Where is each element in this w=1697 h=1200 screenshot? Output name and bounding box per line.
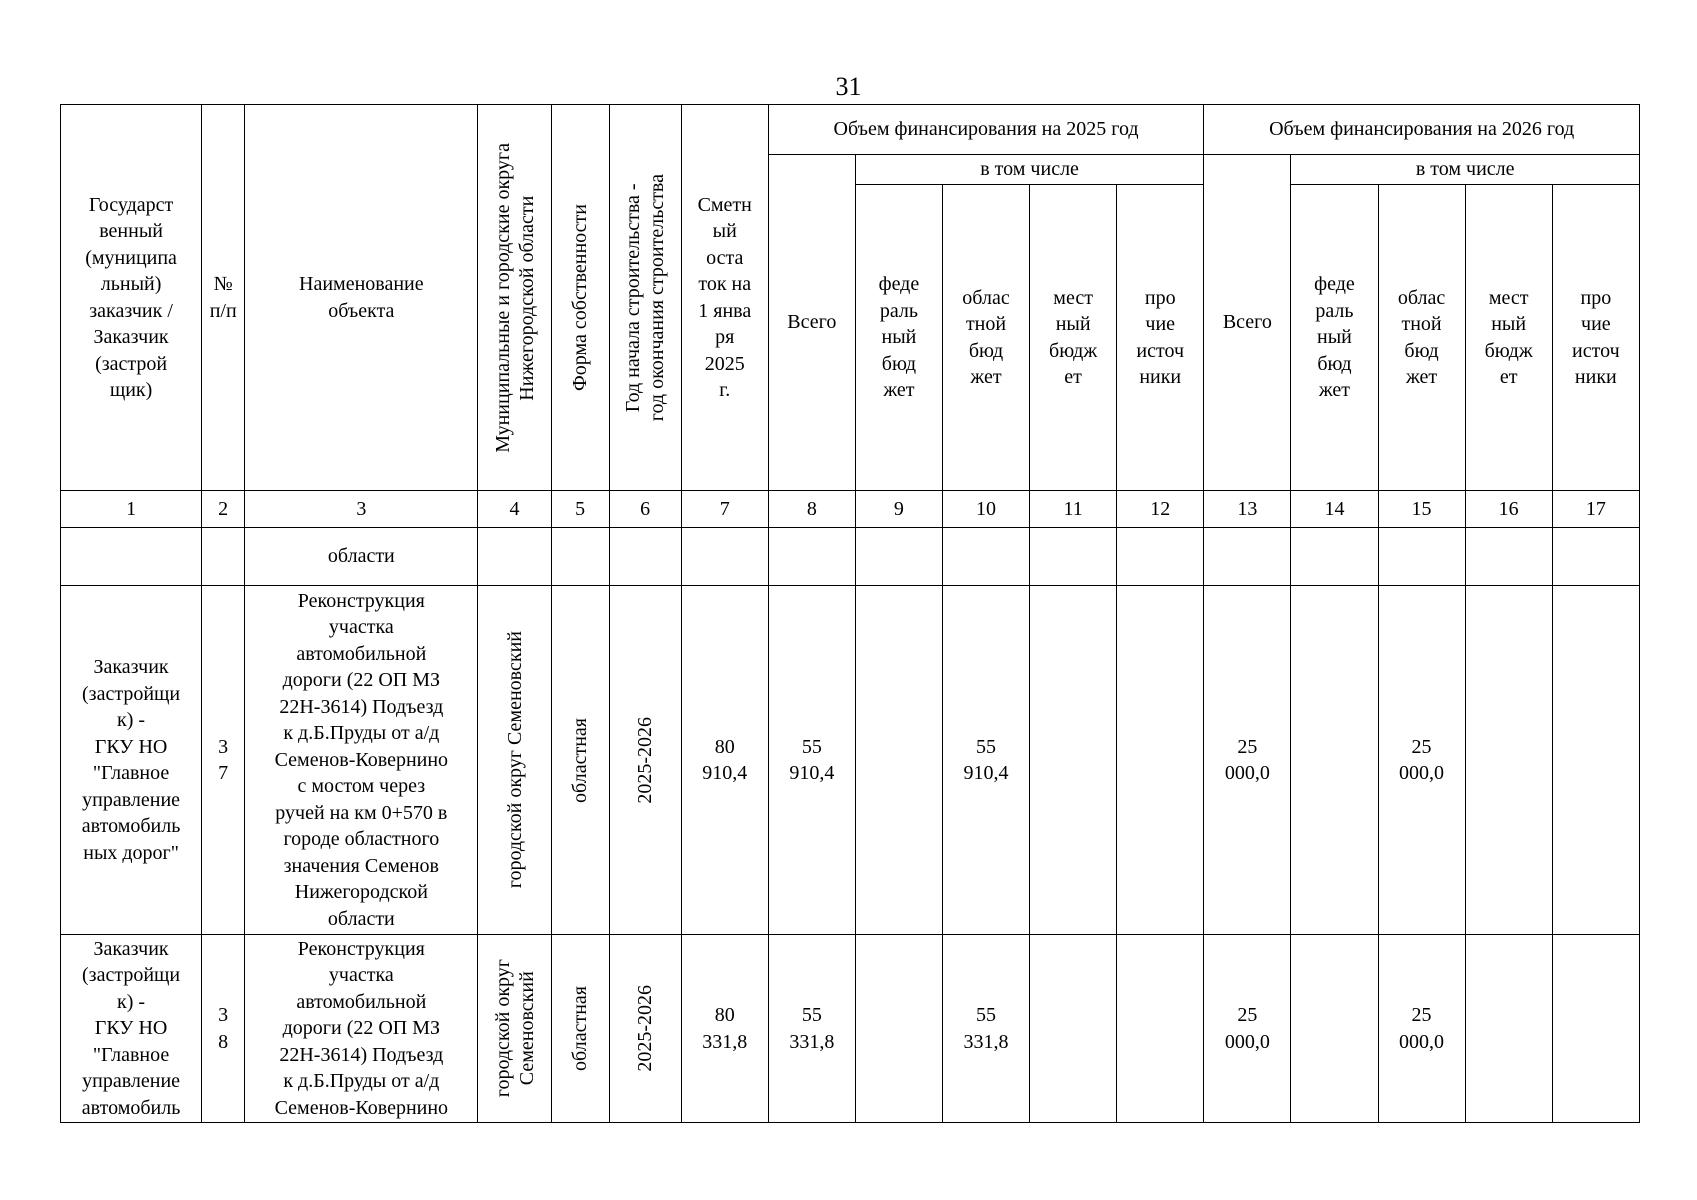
row-ownership-text: областная [569, 986, 592, 1071]
col-num-17: 17 [1552, 491, 1639, 528]
row-federal-2025 [855, 935, 942, 1123]
row-years [609, 935, 681, 1123]
header-municipal-text: Муниципальные и городские округа Нижегородской области [491, 142, 538, 453]
row-num: 3 8 [202, 935, 245, 1123]
row-num: 3 7 [202, 586, 245, 935]
row-ownership [551, 935, 609, 1123]
row-regional-2026: 25 000,0 [1378, 935, 1465, 1123]
col-num-11: 11 [1030, 491, 1117, 528]
row-other-2026 [1552, 586, 1639, 935]
header-num: № п/п [202, 105, 245, 491]
header-federal-2025: феде раль ный бюд жет [855, 185, 942, 491]
row-federal-2026 [1291, 586, 1378, 935]
row-local-2026 [1465, 935, 1552, 1123]
row-years-text: 2025-2026 [634, 716, 657, 804]
row-other-2025 [1117, 586, 1204, 935]
col-num-1: 1 [61, 491, 202, 528]
row-local-2025 [1030, 935, 1117, 1123]
table-row [61, 935, 1640, 1123]
row-municipal [478, 935, 551, 1123]
row-regional-2025: 55 331,8 [942, 935, 1029, 1123]
header-years [609, 105, 681, 491]
header-years-text: Год начала строительства - год окончания строительства [622, 173, 669, 422]
row-years [609, 586, 681, 935]
row-municipal-text: городской округ Семеновский [491, 959, 538, 1098]
row-balance: 80 331,8 [681, 935, 768, 1123]
col-num-15: 15 [1378, 491, 1465, 528]
row-ownership-text: областная [569, 717, 592, 803]
col-num-2: 2 [202, 491, 245, 528]
row-regional-2025: 55 910,4 [942, 586, 1029, 935]
continuation-text: области [245, 528, 478, 586]
col-num-5: 5 [551, 491, 609, 528]
row-municipal [478, 586, 551, 935]
header-municipal [478, 105, 551, 491]
col-num-8: 8 [768, 491, 855, 528]
col-num-3: 3 [245, 491, 478, 528]
header-federal-2026: феде раль ный бюд жет [1291, 185, 1378, 491]
row-balance: 80 910,4 [681, 586, 768, 935]
row-municipal-text: городской округ Семеновский [503, 631, 526, 889]
header-regional-2025: облас тной бюд жет [942, 185, 1029, 491]
page-number: 31 [835, 72, 862, 101]
row-other-2026 [1552, 935, 1639, 1123]
row-customer: Заказчик (застройщи к) - ГКУ НО "Главное управление автомобиль ных дорог" [61, 586, 202, 935]
header-ownership-text: Форма собственности [569, 204, 592, 391]
row-local-2025 [1030, 586, 1117, 935]
header-other-2025: про чие источ ники [1117, 185, 1204, 491]
col-num-9: 9 [855, 491, 942, 528]
row-federal-2026 [1291, 935, 1378, 1123]
col-num-7: 7 [681, 491, 768, 528]
col-num-6: 6 [609, 491, 681, 528]
header-total-2025: Всего [768, 155, 855, 491]
header-local-2025: мест ный бюдж ет [1030, 185, 1117, 491]
header-total-2026: Всего [1204, 155, 1291, 491]
col-num-16: 16 [1465, 491, 1552, 528]
row-federal-2025 [855, 586, 942, 935]
header-other-2026: про чие источ ники [1552, 185, 1639, 491]
header-local-2026: мест ный бюдж ет [1465, 185, 1552, 491]
row-total-2025: 55 331,8 [768, 935, 855, 1123]
row-local-2026 [1465, 586, 1552, 935]
table-row [61, 586, 1640, 935]
row-total-2026: 25 000,0 [1204, 935, 1291, 1123]
continuation-row [61, 528, 1640, 586]
col-num-13: 13 [1204, 491, 1291, 528]
header-including-2025: в том числе [855, 155, 1203, 185]
row-regional-2026: 25 000,0 [1378, 586, 1465, 935]
row-customer: Заказчик (застройщи к) - ГКУ НО "Главное управление автомобиль [61, 935, 202, 1123]
header-balance: Сметн ый оста ток на 1 янва ря 2025 г. [681, 105, 768, 491]
col-num-12: 12 [1117, 491, 1204, 528]
financing-table [60, 104, 1640, 1123]
col-num-14: 14 [1291, 491, 1378, 528]
header-including-2026: в том числе [1291, 155, 1640, 185]
row-total-2026: 25 000,0 [1204, 586, 1291, 935]
header-fin-2026: Объем финансирования на 2026 год [1204, 105, 1640, 155]
row-total-2025: 55 910,4 [768, 586, 855, 935]
col-num-10: 10 [942, 491, 1029, 528]
header-regional-2026: облас тной бюд жет [1378, 185, 1465, 491]
row-object-name: Реконструкция участка автомобильной дороги (22 ОП МЗ 22Н-3614) Подъезд к д.Б.Пруды от а/д Семенов-Ковернино с мостом через ручей на км 0+570 в городе областного значения Семенов Нижегородской области [245, 586, 478, 935]
header-ownership [551, 105, 609, 491]
header-customer: Государст венный (муниципа льный) заказчик / Заказчик (застрой щик) [61, 105, 202, 491]
row-ownership [551, 586, 609, 935]
row-years-text: 2025-2026 [634, 985, 657, 1072]
col-num-4: 4 [478, 491, 551, 528]
header-fin-2025: Объем финансирования на 2025 год [768, 105, 1204, 155]
row-other-2025 [1117, 935, 1204, 1123]
header-name: Наименование объекта [245, 105, 478, 491]
row-object-name: Реконструкция участка автомобильной дороги (22 ОП МЗ 22Н-3614) Подъезд к д.Б.Пруды от а/д Семенов-Ковернино [245, 935, 478, 1123]
column-numbers-row [61, 491, 1640, 528]
